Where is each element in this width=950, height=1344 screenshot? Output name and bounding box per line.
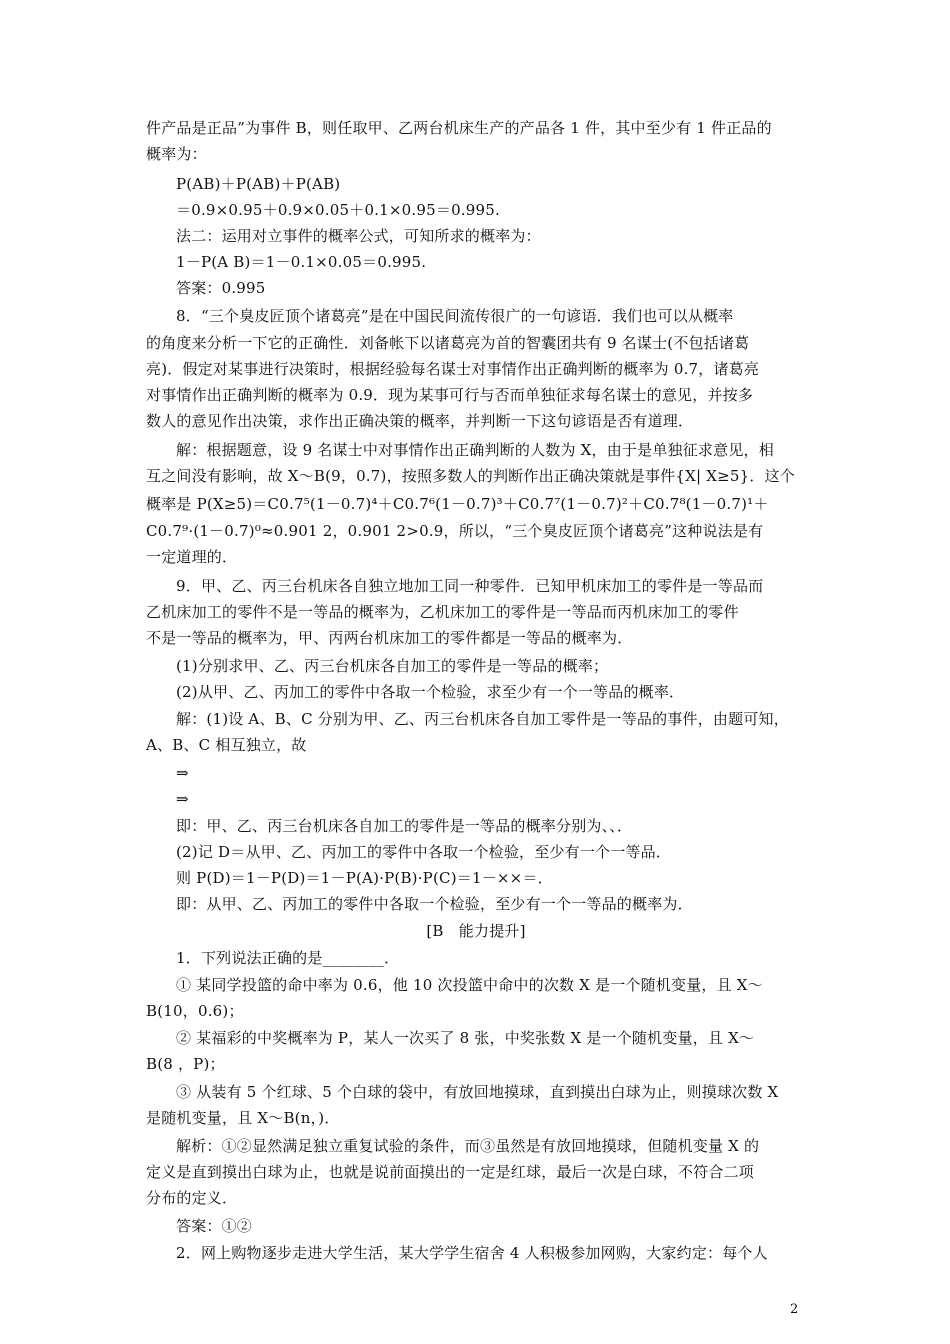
text-line: 概率为： xyxy=(146,145,207,163)
text-line: 答案：0.995 xyxy=(176,279,266,297)
text-line: 定义是直到摸出白球为止，也就是说前面摸出的一定是红球，最后一次是白球，不符合二项 xyxy=(146,1163,755,1181)
text-line: (2)从甲、乙、丙加工的零件中各取一个检验，求至少有一个一等品的概率． xyxy=(176,683,685,701)
text-line: 概率是 P(X≥5)＝C0.7⁵(1－0.7)⁴＋C0.7⁶(1－0.7)³＋C0.7⁷(1－0.7)²＋C0.7⁸(1－0.7)¹＋ xyxy=(146,495,769,513)
text-line: ③ 从装有 5 个红球、5 个白球的袋中，有放回地摸球，直到摸出白球为止，则摸球次数 X xyxy=(176,1083,779,1101)
page-number: 2 xyxy=(790,1302,799,1317)
text-line: (2)记 D＝从甲、乙、丙加工的零件中各取一个检验，至少有一个一等品． xyxy=(176,843,672,861)
text-line: 互之间没有影响，故 X～B(9，0.7)，按照多数人的判断作出正确决策就是事件{X| X≥5}．这个 xyxy=(146,467,795,485)
text-line: ② 某福彩的中奖概率为 P，某人一次买了 8 张，中奖张数 X 是一个随机变量，且 X～ xyxy=(176,1029,755,1047)
text-line: B(8 ，P)； xyxy=(146,1055,225,1073)
text-line: 的角度来分析一下它的正确性．刘备帐下以诸葛亮为首的智囊团共有 9 名谋士(不包括诸葛 xyxy=(146,334,750,352)
text-line: 不是一等品的概率为，甲、丙两台机床加工的零件都是一等品的概率为． xyxy=(146,629,633,647)
text-line: 对事情作出正确判断的概率为 0.9．现为某事可行与否而单独征求每名谋士的意见，并按多 xyxy=(146,386,754,404)
text-line: P(AB)＋P(AB)＋P(AB) xyxy=(176,175,341,193)
text-line: 8．“三个臭皮匠顶个诸葛亮”是在中国民间流传很广的一句谚语．我们也可以从概率 xyxy=(176,307,734,325)
text-line: 2．网上购物逐步走进大学生活，某大学学生宿舍 4 人积极参加网购，大家约定：每个人 xyxy=(176,1244,768,1262)
text-line: 件产品是正品”为事件 B，则任取甲、乙两台机床生产的产品各 1 件，其中至少有 1 件正品的 xyxy=(146,119,772,137)
text-line: 分布的定义． xyxy=(146,1189,238,1207)
text-line: ＝0.9×0.95＋0.9×0.05＋0.1×0.95＝0.995. xyxy=(176,201,500,219)
text-line: 1－P(A B)＝1－0.1×0.05＝0.995. xyxy=(176,253,427,271)
section-heading: [B 能力提升] xyxy=(426,922,526,940)
text-line: ⇒ xyxy=(176,764,189,782)
text-line: 亮)．假定对某事进行决策时，根据经验每名谋士对事情作出正确判断的概率为 0.7，诸葛亮 xyxy=(146,360,760,378)
text-line: 答案：①② xyxy=(176,1217,253,1235)
text-line: 是随机变量，且 X～B(n，)． xyxy=(146,1109,340,1127)
text-line: 法二：运用对立事件的概率公式，可知所求的概率为： xyxy=(176,227,541,245)
text-line: (1)分别求甲、乙、丙三台机床各自加工的零件是一等品的概率； xyxy=(176,657,609,675)
text-line: 1．下列说法正确的是________． xyxy=(176,949,400,967)
text-line: ① 某同学投篮的命中率为 0.6，他 10 次投篮中命中的次数 X 是一个随机变量，且 X～ xyxy=(176,976,763,994)
text-line: 解析：①②显然满足独立重复试验的条件，而③虽然是有放回地摸球，但随机变量 X 的 xyxy=(176,1137,760,1155)
text-line: 解：(1)设 A、B、C 分别为甲、乙、丙三台机床各自加工零件是一等品的事件，由题可知， xyxy=(176,710,789,728)
text-line: 乙机床加工的零件不是一等品的概率为，乙机床加工的零件是一等品而丙机床加工的零件 xyxy=(146,603,739,621)
text-line: C0.7⁹·(1－0.7)⁰≈0.901 2，0.901 2>0.9，所以，“三个臭皮匠顶个诸葛亮”这种说法是有 xyxy=(146,522,764,540)
text-line: A、B、C 相互独立，故 xyxy=(146,736,307,754)
text-line: 则 P(D)＝1－P(D)＝1－P(A)·P(B)·P(C)＝1－××＝． xyxy=(176,869,553,887)
text-line: 即：从甲、乙、丙加工的零件中各取一个检验，至少有一个一等品的概率为． xyxy=(176,895,693,913)
text-line: 解：根据题意，设 9 名谋士中对事情作出正确判断的人数为 X，由于是单独征求意见，相 xyxy=(176,441,774,459)
text-line: B(10，0.6)； xyxy=(146,1002,244,1020)
text-line: ⇒ xyxy=(176,790,189,808)
text-line: 数人的意见作出决策，求作出正确决策的概率，并判断一下这句谚语是否有道理． xyxy=(146,412,694,430)
text-line: 即：甲、乙、丙三台机床各自加工的零件是一等品的概率分别为、、． xyxy=(176,817,633,835)
text-line: 9．甲、乙、丙三台机床各自独立地加工同一种零件．已知甲机床加工的零件是一等品而 xyxy=(176,577,764,595)
text-line: 一定道理的． xyxy=(146,548,238,566)
